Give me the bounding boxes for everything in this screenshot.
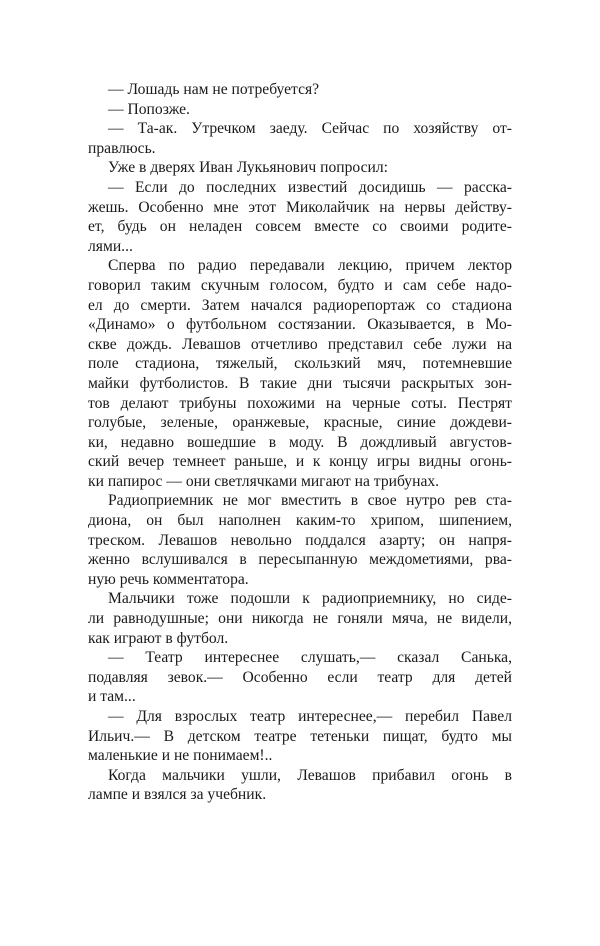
text-line: ки, недавно вошедшие в моду. В дождливый августов- xyxy=(88,433,512,451)
paragraph-1 xyxy=(88,80,512,100)
paragraph-7 xyxy=(88,491,512,589)
text-line: женно вслушивался в пересыпанную междометиями, рва- xyxy=(88,551,512,569)
text-line: тов делают трибуны похожими на черные соты. Пестрят xyxy=(88,394,512,412)
text-line: — Для взрослых театр интереснее,— перебил Павел xyxy=(108,708,512,725)
text-line: маленькие и не понимаем!.. xyxy=(88,747,273,765)
text-line: майки футболистов. В такие дни тысячи раскрытых зон- xyxy=(88,374,512,392)
paragraph-11 xyxy=(88,766,512,805)
paragraph-4 xyxy=(88,158,512,178)
text-line: лями... xyxy=(88,237,133,255)
paragraph-3 xyxy=(88,119,512,158)
text-line: ский вечер темнеет раньше, и к концу игры видны огонь- xyxy=(88,453,512,471)
text-line: Уже в дверях Иван Лукьянович попросил: xyxy=(108,159,388,177)
text-line: Радиоприемник не мог вместить в свое нутро рев ста- xyxy=(108,492,512,510)
text-line: диона, он был наполнен каким-то хрипом, шипением, xyxy=(88,512,512,530)
paragraph-6 xyxy=(88,256,512,491)
text-line: как играют в футбол. xyxy=(88,629,229,647)
text-line: Мальчики тоже подошли к радиоприемнику, но сиде- xyxy=(108,590,512,608)
text-line: ет, будь он неладен совсем вместе со своими родите- xyxy=(88,218,512,236)
text-line: и там... xyxy=(88,688,136,706)
text-line: правлюсь. xyxy=(88,139,156,157)
text-line: поле стадиона, тяжелый, скользкий мяч, потемневшие xyxy=(88,355,512,373)
paragraph-9 xyxy=(88,648,512,707)
text-line: говорил таким скучным голосом, будто и сам себе надо- xyxy=(88,276,512,294)
book-page-text xyxy=(88,80,512,805)
text-line: — Попозже. xyxy=(108,100,190,118)
text-line: скве дождь. Левашов отчетливо представил себе лужи на xyxy=(88,335,512,353)
text-line: ки папирос — они светлячками мигают на трибунах. xyxy=(88,472,440,490)
text-line: Сперва по радио передавали лекцию, причем лектор xyxy=(108,257,512,275)
text-line: лампе и взялся за учебник. xyxy=(88,786,267,804)
text-line: подавляя зевок.— Особенно если театр для детей xyxy=(88,668,512,686)
text-line: голубые, зеленые, оранжевые, красные, синие дождеви- xyxy=(88,414,512,432)
text-line: ли равнодушные; они никогда не гоняли мяча, не видели, xyxy=(88,610,512,628)
text-line: — Если до последних известий досидишь — расска- xyxy=(108,178,512,196)
text-line: «Динамо» о футбольном состязании. Оказывается, в Мо- xyxy=(88,316,512,334)
text-line: ел до смерти. Затем начался радиорепортаж со стадиона xyxy=(88,296,512,314)
text-line: — Театр интереснее слушать,— сказал Санька, xyxy=(108,649,512,667)
paragraph-8 xyxy=(88,589,512,648)
text-line: треском. Левашов невольно поддался азарту; он напря- xyxy=(88,531,512,549)
text-line: — Та-ак. Утречком заеду. Сейчас по хозяйству от- xyxy=(108,120,512,138)
text-line: — Лошадь нам не потребуется? xyxy=(108,81,320,98)
text-line: ную речь комментатора. xyxy=(88,570,249,588)
paragraph-5 xyxy=(88,178,512,256)
text-line: Ильич.— В детском театре тетеньки пищат, будто мы xyxy=(88,727,512,745)
paragraph-2 xyxy=(88,100,512,120)
text-line: Когда мальчики ушли, Левашов прибавил огонь в xyxy=(108,766,512,784)
paragraph-10 xyxy=(88,707,512,766)
text-line: жешь. Особенно мне этот Миколайчик на нервы действу- xyxy=(88,198,512,216)
